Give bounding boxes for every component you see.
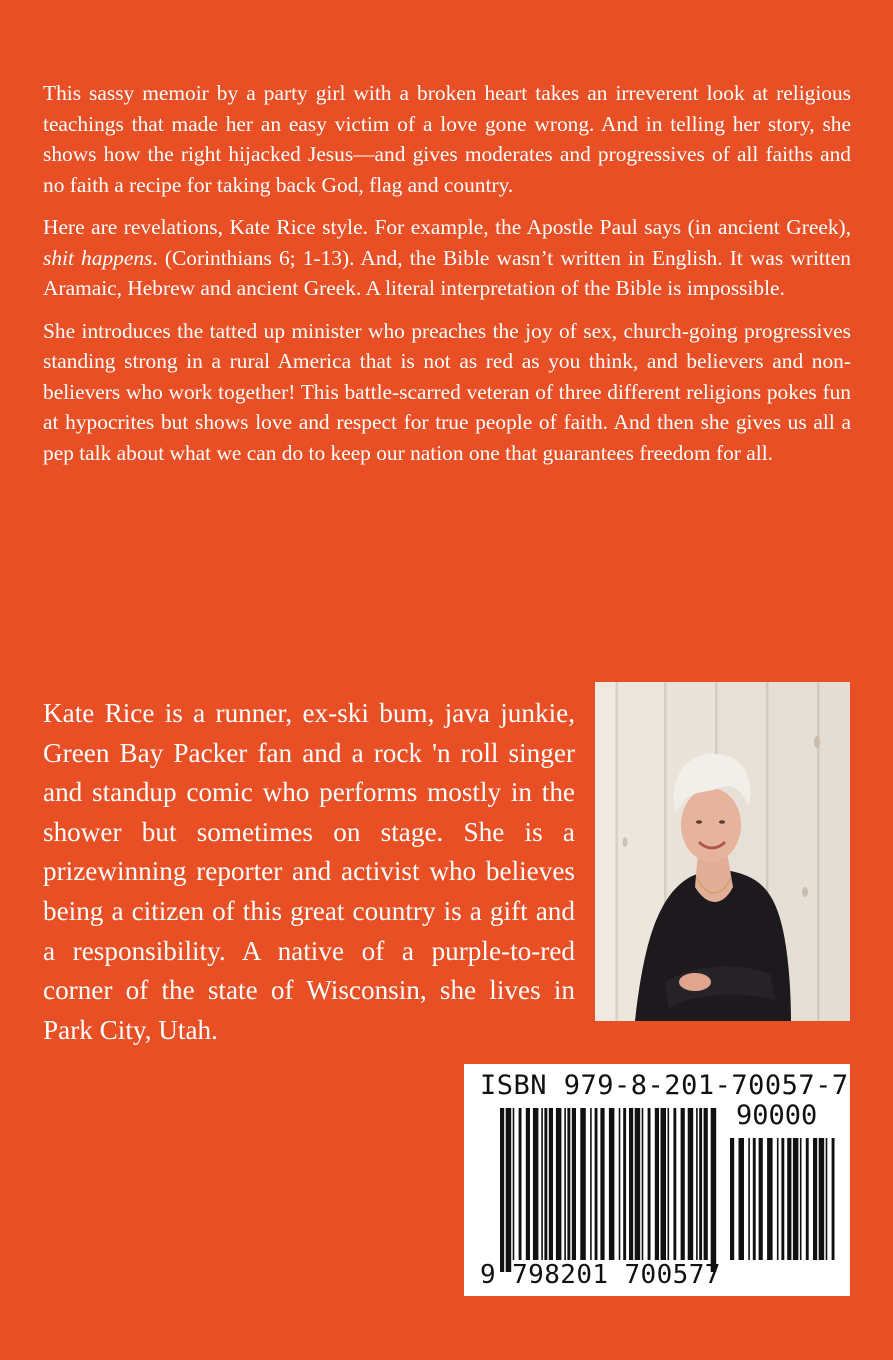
blurb-paragraph-2 [43, 212, 851, 304]
barcode-bar [739, 1138, 745, 1260]
barcode-bar [711, 1108, 717, 1272]
back-cover-blurb [43, 78, 851, 480]
blurb-p2-start: Here are revelations, Kate Rice style. For example, the Apostle Paul says (in ancient Greek), [43, 215, 851, 239]
barcode-bar [767, 1138, 773, 1260]
barcode-bar [635, 1108, 641, 1260]
barcode-bar [655, 1108, 659, 1260]
barcode-bar [513, 1108, 515, 1260]
barcode-bar [688, 1108, 694, 1260]
barcode-bar [572, 1108, 576, 1260]
author-photo-illustration [595, 682, 850, 1021]
barcode-bar [533, 1108, 539, 1260]
blurb-paragraph-1: This sassy memoir by a party girl with a broken heart takes an irreverent look at religious teachings that made her an easy victim of a love gone wrong. And in telling her story, she shows how the right hijacked Jesus—and gives moderates and progressives of all faiths and no faith a recipe for taking back God, flag and country. [43, 81, 851, 197]
barcode-bar [730, 1138, 734, 1260]
barcode-bar [661, 1108, 667, 1260]
barcode-bar [549, 1108, 553, 1260]
barcode-bar [609, 1108, 615, 1260]
barcode-bar [826, 1138, 828, 1260]
barcode-bar [787, 1138, 791, 1260]
barcode-bar [642, 1108, 644, 1260]
barcode-bar [506, 1108, 512, 1272]
barcode-bar [590, 1108, 592, 1260]
barcode-bar [673, 1108, 676, 1260]
barcode-bar [806, 1138, 809, 1260]
barcode-bar [541, 1108, 543, 1260]
barcode-bar [567, 1108, 570, 1260]
blurb-paragraph-3: She introduces the tatted up minister who preaches the joy of sex, church-going progressives standing strong in a rural America that is not as red as you think, and believers and non-believers who work together! This battle-scarred veteran of three different religions pokes fun at hypocrites but shows love and respect for true people of faith. And then she gives us all a pep talk about what we can do to keep our nation one that guarantees freedom for all. [43, 318, 851, 465]
barcode-bar [704, 1108, 708, 1260]
barcode-bar [519, 1108, 522, 1260]
barcode-bar [832, 1138, 835, 1260]
barcode-bar [564, 1108, 566, 1260]
barcode-bar [580, 1108, 586, 1260]
barcode-bar [500, 1108, 504, 1272]
barcode-bar [648, 1108, 651, 1260]
blurb-p2-end: . (Corinthians 6; 1-13). And, the Bible wasn’t written in English. It was written Aramaic, Hebrew and ancient Greek. A literal interpretation of the Bible is impossible. [43, 245, 851, 300]
barcode-bar [681, 1108, 685, 1260]
barcode-bar [699, 1108, 702, 1260]
barcode-digits: 9 798201 700577 [480, 1260, 721, 1290]
barcode-bar [819, 1138, 825, 1260]
barcode-bar [696, 1108, 698, 1260]
isbn-barcode [464, 1064, 850, 1296]
author-photo [595, 682, 850, 1021]
isbn-label: ISBN 979-8-201-70057-7 [480, 1070, 849, 1101]
blurb-p2-italic: shit happens [43, 245, 153, 270]
barcode-bar [748, 1138, 750, 1260]
barcode-bar [813, 1138, 817, 1260]
barcode-bar [623, 1108, 626, 1260]
barcode-bar [619, 1108, 621, 1260]
barcode-bar [800, 1138, 802, 1260]
barcode-bar [526, 1108, 530, 1260]
price-code: 90000 [736, 1100, 818, 1131]
barcode-bar [759, 1138, 763, 1260]
barcode-bar [544, 1108, 547, 1260]
barcode-bar [781, 1138, 784, 1260]
author-bio: Kate Rice is a runner, ex-ski bum, java junkie, Green Bay Packer fan and a rock 'n roll singer and standup comic who performs mostly in the shower but sometimes on stage. She is a prizewinning reporter and activist who believes being a citizen of this great country is a gift and a responsibility. A native of a purple-to-red corner of the state of Wisconsin, she lives in Park City, Utah. [43, 698, 575, 1045]
barcode-bar [600, 1108, 604, 1260]
barcode-bar [753, 1138, 756, 1260]
barcode-bar [556, 1108, 562, 1260]
barcode-bar [668, 1108, 670, 1260]
barcode-bar [777, 1138, 779, 1260]
barcode-bar [595, 1108, 598, 1260]
barcode-bar [629, 1108, 633, 1260]
barcode-bar [793, 1138, 799, 1260]
